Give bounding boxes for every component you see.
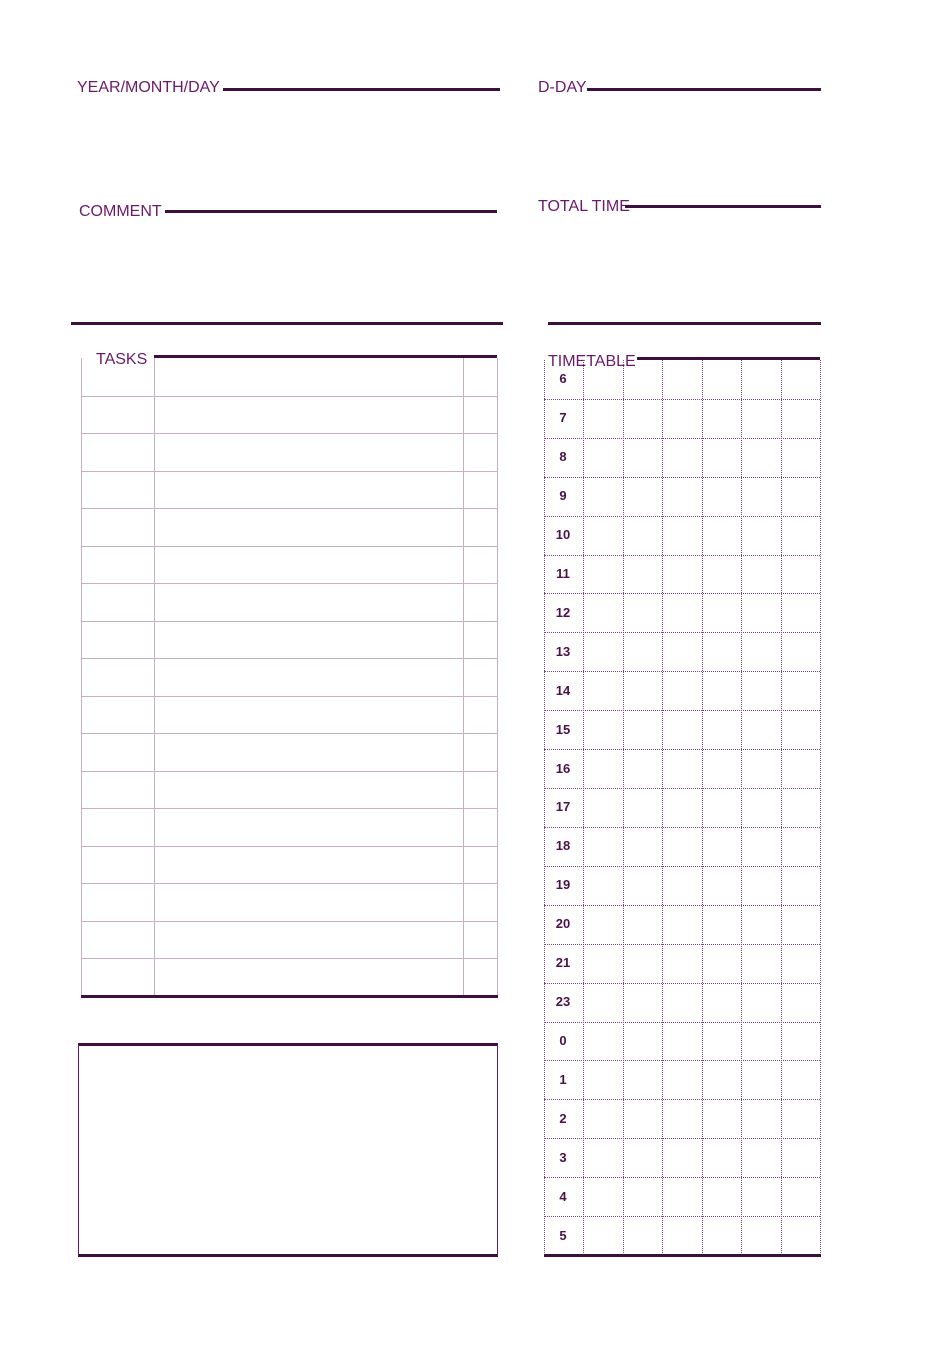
time-slot[interactable] xyxy=(702,827,742,866)
task-row-line xyxy=(81,883,497,884)
time-slot[interactable] xyxy=(702,632,742,671)
time-slot[interactable] xyxy=(741,671,781,710)
time-slot[interactable] xyxy=(702,1177,742,1216)
hour-label: 4 xyxy=(559,1189,567,1204)
time-slot[interactable] xyxy=(781,632,821,671)
time-slot[interactable] xyxy=(741,632,781,671)
time-slot[interactable] xyxy=(623,788,663,827)
time-slot[interactable] xyxy=(623,866,663,905)
time-slot[interactable] xyxy=(583,749,623,788)
time-slot[interactable] xyxy=(583,710,623,749)
timetable-row-line xyxy=(544,1177,820,1178)
hour-label: 5 xyxy=(559,1228,567,1243)
time-slot[interactable] xyxy=(623,710,663,749)
time-slot[interactable] xyxy=(741,593,781,632)
timetable-row-line xyxy=(544,632,820,633)
time-slot[interactable] xyxy=(583,632,623,671)
time-slot[interactable] xyxy=(702,671,742,710)
time-slot[interactable] xyxy=(702,593,742,632)
timetable-row-line xyxy=(544,399,820,400)
timetable-row-line xyxy=(544,671,820,672)
time-slot[interactable] xyxy=(741,944,781,983)
time-slot[interactable] xyxy=(623,983,663,1022)
tasks-col-divider xyxy=(154,358,155,996)
hour-label: 17 xyxy=(555,799,571,814)
task-row-line xyxy=(81,546,497,547)
timetable-col-line xyxy=(662,360,663,1255)
time-slot[interactable] xyxy=(662,438,702,477)
time-slot[interactable] xyxy=(781,438,821,477)
time-slot[interactable] xyxy=(702,360,742,399)
tasks-left-border xyxy=(81,358,82,996)
time-slot[interactable] xyxy=(781,788,821,827)
time-slot[interactable] xyxy=(623,1022,663,1061)
task-row[interactable] xyxy=(81,396,497,434)
time-slot[interactable] xyxy=(781,1099,821,1138)
timetable-row-line xyxy=(544,944,820,945)
time-slot[interactable] xyxy=(781,1216,821,1255)
time-slot[interactable] xyxy=(662,1177,702,1216)
time-slot[interactable] xyxy=(741,1022,781,1061)
task-row[interactable] xyxy=(81,508,497,546)
time-slot[interactable] xyxy=(662,1138,702,1177)
task-row-line xyxy=(81,958,497,959)
time-slot[interactable] xyxy=(662,749,702,788)
comment-label: COMMENT xyxy=(79,203,162,220)
time-slot[interactable] xyxy=(741,360,781,399)
timetable-row-line xyxy=(544,710,820,711)
timetable-row-line xyxy=(544,788,820,789)
time-slot[interactable] xyxy=(583,477,623,516)
time-slot[interactable] xyxy=(781,1138,821,1177)
comment-field-line[interactable] xyxy=(165,210,497,213)
time-slot[interactable] xyxy=(741,1216,781,1255)
timetable-row-line xyxy=(544,1022,820,1023)
time-slot[interactable] xyxy=(702,983,742,1022)
time-slot[interactable] xyxy=(662,827,702,866)
time-slot[interactable] xyxy=(583,1177,623,1216)
time-slot[interactable] xyxy=(623,516,663,555)
timetable-col-line xyxy=(623,360,624,1255)
time-slot[interactable] xyxy=(781,671,821,710)
time-slot[interactable] xyxy=(623,944,663,983)
time-slot[interactable] xyxy=(781,749,821,788)
time-slot[interactable] xyxy=(583,555,623,594)
time-slot[interactable] xyxy=(583,1138,623,1177)
time-slot[interactable] xyxy=(662,1060,702,1099)
timetable-row-line xyxy=(544,516,820,517)
time-slot[interactable] xyxy=(741,1099,781,1138)
dday-label: D-DAY xyxy=(538,79,587,96)
task-row-line xyxy=(81,621,497,622)
total-time-field-line[interactable] xyxy=(625,205,821,208)
hour-label: 19 xyxy=(555,877,571,892)
time-slot[interactable] xyxy=(623,477,663,516)
time-slot[interactable] xyxy=(741,516,781,555)
hour-label: 23 xyxy=(555,994,571,1009)
time-slot[interactable] xyxy=(702,555,742,594)
task-row[interactable] xyxy=(81,958,497,996)
timetable-col-line xyxy=(702,360,703,1255)
time-slot[interactable] xyxy=(741,827,781,866)
timetable-label: TIMETABLE xyxy=(548,353,636,370)
task-row[interactable] xyxy=(81,733,497,771)
time-slot[interactable] xyxy=(662,516,702,555)
time-slot[interactable] xyxy=(662,671,702,710)
total-time-bottom-line xyxy=(548,322,821,325)
time-slot[interactable] xyxy=(702,399,742,438)
time-slot[interactable] xyxy=(623,593,663,632)
time-slot[interactable] xyxy=(741,477,781,516)
timetable-bottom-line xyxy=(544,1254,821,1257)
time-slot[interactable] xyxy=(702,710,742,749)
hour-label: 21 xyxy=(555,955,571,970)
task-row-line xyxy=(81,583,497,584)
time-slot[interactable] xyxy=(662,944,702,983)
time-slot[interactable] xyxy=(662,360,702,399)
task-row[interactable] xyxy=(81,583,497,621)
time-slot[interactable] xyxy=(741,788,781,827)
time-slot[interactable] xyxy=(583,983,623,1022)
task-row-line xyxy=(81,771,497,772)
time-slot[interactable] xyxy=(583,1022,623,1061)
time-slot[interactable] xyxy=(662,905,702,944)
comment-bottom-line xyxy=(71,322,503,325)
task-row-line xyxy=(81,846,497,847)
timetable-row-line xyxy=(544,866,820,867)
time-slot[interactable] xyxy=(702,749,742,788)
time-slot[interactable] xyxy=(623,1138,663,1177)
hour-label: 10 xyxy=(555,527,571,542)
tasks-label: TASKS xyxy=(96,351,148,368)
timetable-col-line xyxy=(820,360,821,1255)
task-row[interactable] xyxy=(81,883,497,921)
task-row-line xyxy=(81,508,497,509)
time-slot[interactable] xyxy=(741,438,781,477)
time-slot[interactable] xyxy=(583,1060,623,1099)
time-slot[interactable] xyxy=(781,1022,821,1061)
task-row-line xyxy=(81,396,497,397)
time-slot[interactable] xyxy=(781,1060,821,1099)
time-slot[interactable] xyxy=(583,399,623,438)
hour-label: 16 xyxy=(555,761,571,776)
time-slot[interactable] xyxy=(741,1060,781,1099)
timetable-row-line xyxy=(544,438,820,439)
time-slot[interactable] xyxy=(623,399,663,438)
hour-label: 9 xyxy=(559,488,567,503)
hour-label: 11 xyxy=(556,566,570,581)
task-row[interactable] xyxy=(81,433,497,471)
time-slot[interactable] xyxy=(583,827,623,866)
timetable-row-line xyxy=(544,749,820,750)
time-slot[interactable] xyxy=(781,593,821,632)
hour-label: 0 xyxy=(559,1033,567,1048)
timetable-heading-line xyxy=(637,357,820,360)
time-slot[interactable] xyxy=(583,866,623,905)
task-row-line xyxy=(81,433,497,434)
time-slot[interactable] xyxy=(781,905,821,944)
task-row-line xyxy=(81,696,497,697)
task-row[interactable] xyxy=(81,696,497,734)
time-slot[interactable] xyxy=(702,1216,742,1255)
hour-label: 2 xyxy=(559,1111,567,1126)
time-slot[interactable] xyxy=(781,399,821,438)
task-row-line xyxy=(81,658,497,659)
timetable-row-line xyxy=(544,1138,820,1139)
time-slot[interactable] xyxy=(662,1216,702,1255)
task-row-line xyxy=(81,921,497,922)
time-slot[interactable] xyxy=(623,1060,663,1099)
time-slot[interactable] xyxy=(741,555,781,594)
time-slot[interactable] xyxy=(623,632,663,671)
time-slot[interactable] xyxy=(702,788,742,827)
time-slot[interactable] xyxy=(781,944,821,983)
timetable-row-line xyxy=(544,1216,820,1217)
time-slot[interactable] xyxy=(781,516,821,555)
hour-label: 13 xyxy=(555,644,571,659)
task-row[interactable] xyxy=(81,546,497,584)
time-slot[interactable] xyxy=(702,905,742,944)
tasks-bottom-line xyxy=(81,995,498,998)
tasks-right-border xyxy=(497,358,498,996)
time-slot[interactable] xyxy=(781,866,821,905)
time-slot[interactable] xyxy=(583,593,623,632)
time-slot[interactable] xyxy=(623,555,663,594)
time-slot[interactable] xyxy=(623,671,663,710)
time-slot[interactable] xyxy=(662,399,702,438)
timetable-row-line xyxy=(544,827,820,828)
time-slot[interactable] xyxy=(662,788,702,827)
time-slot[interactable] xyxy=(781,827,821,866)
time-slot[interactable] xyxy=(662,866,702,905)
timetable-col-line xyxy=(741,360,742,1255)
tasks-check-divider xyxy=(463,358,464,996)
time-slot[interactable] xyxy=(741,1177,781,1216)
time-slot[interactable] xyxy=(662,1099,702,1138)
time-slot[interactable] xyxy=(781,983,821,1022)
time-slot[interactable] xyxy=(662,710,702,749)
time-slot[interactable] xyxy=(583,944,623,983)
dday-field-line[interactable] xyxy=(587,88,821,91)
time-slot[interactable] xyxy=(662,983,702,1022)
time-slot[interactable] xyxy=(623,905,663,944)
time-slot[interactable] xyxy=(781,1177,821,1216)
time-slot[interactable] xyxy=(741,1138,781,1177)
time-slot[interactable] xyxy=(741,749,781,788)
task-row[interactable] xyxy=(81,658,497,696)
time-slot[interactable] xyxy=(623,1099,663,1138)
timetable-row-line xyxy=(544,905,820,906)
hour-label: 20 xyxy=(555,916,571,931)
timetable-row-line xyxy=(544,983,820,984)
task-row[interactable] xyxy=(81,921,497,959)
hour-label: 14 xyxy=(555,683,571,698)
task-row-line xyxy=(81,808,497,809)
memo-box[interactable] xyxy=(78,1043,498,1257)
task-row-line xyxy=(81,471,497,472)
hour-label: 3 xyxy=(559,1150,567,1165)
total-time-label: TOTAL TIME xyxy=(538,198,630,215)
time-slot[interactable] xyxy=(741,983,781,1022)
time-slot[interactable] xyxy=(662,632,702,671)
time-slot[interactable] xyxy=(623,827,663,866)
hour-label: 7 xyxy=(559,410,567,425)
timetable-row-line xyxy=(544,477,820,478)
time-slot[interactable] xyxy=(623,1177,663,1216)
time-slot[interactable] xyxy=(702,1138,742,1177)
timetable-row-line xyxy=(544,1060,820,1061)
timetable-col-line xyxy=(583,360,584,1255)
date-field-line[interactable] xyxy=(223,88,500,91)
time-slot[interactable] xyxy=(702,516,742,555)
hour-label: 15 xyxy=(555,722,571,737)
time-slot[interactable] xyxy=(623,438,663,477)
date-label: YEAR/MONTH/DAY xyxy=(77,79,220,96)
time-slot[interactable] xyxy=(741,905,781,944)
task-row[interactable] xyxy=(81,621,497,659)
task-row[interactable] xyxy=(81,471,497,509)
time-slot[interactable] xyxy=(781,555,821,594)
time-slot[interactable] xyxy=(702,438,742,477)
time-slot[interactable] xyxy=(662,555,702,594)
time-slot[interactable] xyxy=(583,788,623,827)
time-slot[interactable] xyxy=(702,1060,742,1099)
time-slot[interactable] xyxy=(781,360,821,399)
tasks-heading-line xyxy=(154,355,497,358)
time-slot[interactable] xyxy=(583,905,623,944)
time-slot[interactable] xyxy=(583,438,623,477)
hour-label: 18 xyxy=(555,838,571,853)
time-slot[interactable] xyxy=(662,593,702,632)
timetable-col-line xyxy=(781,360,782,1255)
time-slot[interactable] xyxy=(702,944,742,983)
timetable-row-line xyxy=(544,555,820,556)
time-slot[interactable] xyxy=(702,1022,742,1061)
time-slot[interactable] xyxy=(741,866,781,905)
time-slot[interactable] xyxy=(583,1216,623,1255)
time-slot[interactable] xyxy=(702,1099,742,1138)
time-slot[interactable] xyxy=(741,710,781,749)
time-slot[interactable] xyxy=(623,1216,663,1255)
time-slot[interactable] xyxy=(583,516,623,555)
task-row[interactable] xyxy=(81,771,497,809)
time-slot[interactable] xyxy=(583,1099,623,1138)
timetable-left-border xyxy=(544,360,545,1255)
time-slot[interactable] xyxy=(702,477,742,516)
time-slot[interactable] xyxy=(781,477,821,516)
hour-label: 12 xyxy=(555,605,571,620)
hour-label: 8 xyxy=(559,449,567,464)
time-slot[interactable] xyxy=(662,1022,702,1061)
time-slot[interactable] xyxy=(583,671,623,710)
time-slot[interactable] xyxy=(702,866,742,905)
time-slot[interactable] xyxy=(741,399,781,438)
time-slot[interactable] xyxy=(623,749,663,788)
task-row[interactable] xyxy=(81,808,497,846)
timetable-row-line xyxy=(544,593,820,594)
hour-label: 1 xyxy=(559,1072,567,1087)
task-row-line xyxy=(81,733,497,734)
time-slot[interactable] xyxy=(781,710,821,749)
hour-label: 6 xyxy=(559,371,567,386)
timetable-row-line xyxy=(544,1099,820,1100)
task-row[interactable] xyxy=(81,846,497,884)
time-slot[interactable] xyxy=(662,477,702,516)
